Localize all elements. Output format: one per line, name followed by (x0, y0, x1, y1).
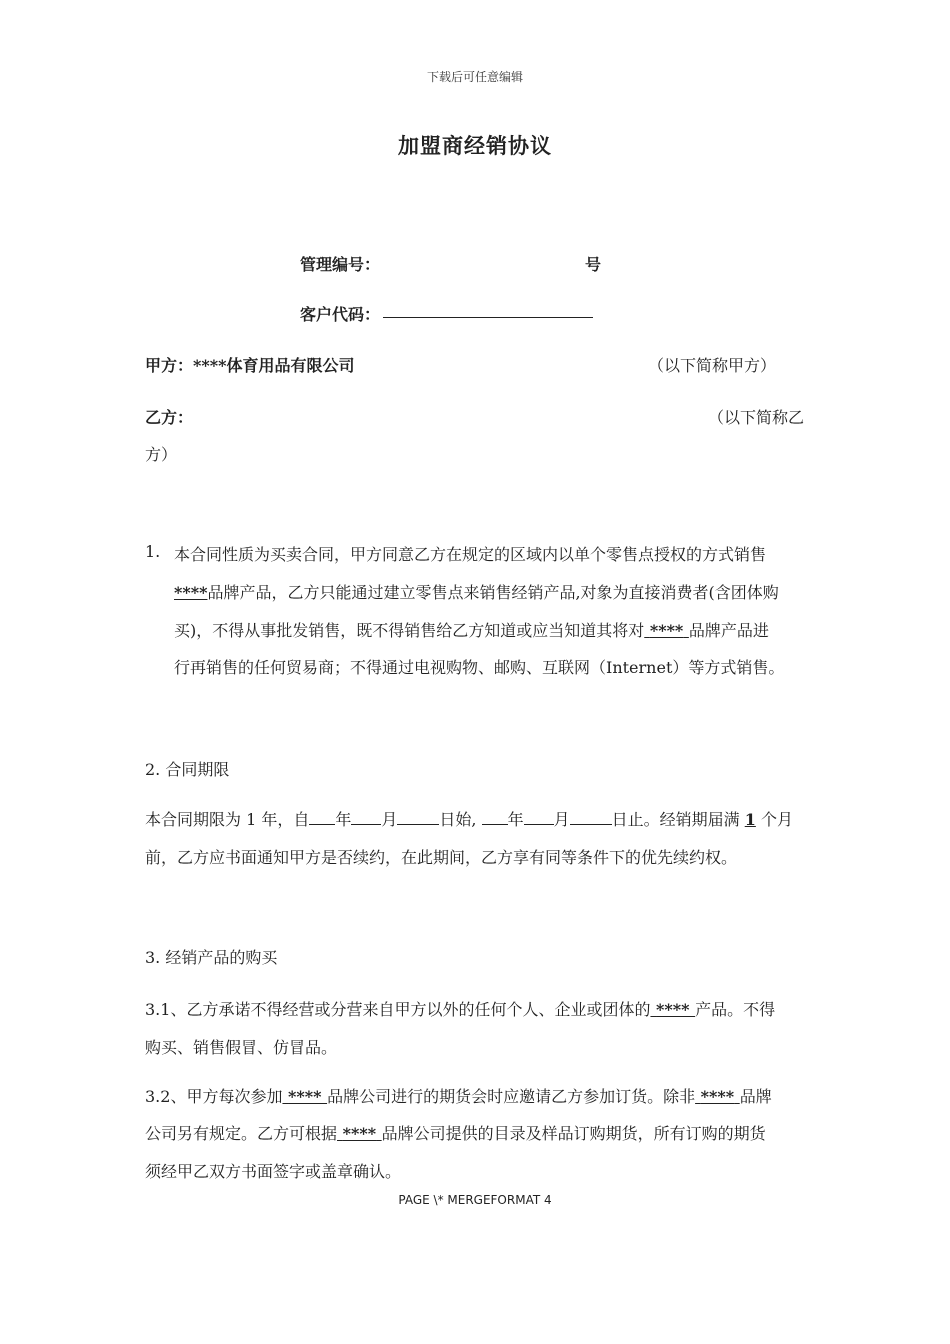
brand-placeholder: **** (342, 1124, 377, 1143)
brand-placeholder: **** (174, 583, 208, 602)
clause-3-1-line-1: 3.1、乙方承诺不得经营或分营来自甲方以外的任何个人、企业或团体的 **** 产品。不得 (145, 1000, 776, 1019)
section-1-number: 1. (145, 542, 161, 561)
section-3-heading: 3. 经销产品的购买 (145, 948, 278, 967)
brand-placeholder: **** (656, 1000, 690, 1019)
clause-3-2-line-2: 公司另有规定。乙方可根据 **** 品牌公司提供的目录及样品订购期货，所有订购的期货 (145, 1124, 766, 1143)
clause-3-2-line-1: 3.2、甲方每次参加 **** 品牌公司进行的期货会时应邀请乙方参加订货。除非 **** 品牌 (145, 1087, 772, 1106)
party-a-name: ****体育用品有限公司 (193, 356, 355, 375)
party-b-note: （以下简称乙 (708, 408, 805, 427)
management-number-suffix: 号 (585, 255, 602, 274)
customer-code-blank (383, 303, 593, 318)
section-2-line-2: 前，乙方应书面通知甲方是否续约，在此期间，乙方享有同等条件下的优先续约权。 (145, 848, 738, 867)
party-b-note-cont: 方） (145, 445, 178, 464)
header-note: 下载后可任意编辑 (426, 70, 523, 84)
document-title: 加盟商经销协议 (398, 133, 552, 158)
party-a-note: （以下简称甲方） (648, 356, 777, 375)
brand-placeholder: **** (288, 1087, 322, 1106)
section-1-line-2: ****品牌产品，乙方只能通过建立零售点来销售经销产品,对象为直接消费者(含团体购 (174, 583, 779, 602)
renewal-months: 1 (744, 810, 756, 829)
section-2-line-1: 本合同期限为 1 年，自 年 月 日始, 年 月 日止。经销期届满 1 个月 (145, 810, 793, 829)
management-number-label: 管理编号： (300, 255, 381, 274)
section-1-line-3: 买)，不得从事批发销售，既不得销售给乙方知道或应当知道其将对 **** 品牌产品进 (174, 621, 769, 640)
customer-code-label: 客户代码： (300, 305, 381, 324)
clause-3-2-line-3: 须经甲乙双方书面签字或盖章确认。 (145, 1162, 402, 1181)
party-a-line (145, 353, 355, 376)
section-1-line-1: 本合同性质为买卖合同，甲方同意乙方在规定的区域内以单个零售点授权的方式销售 (174, 545, 767, 564)
party-a-label: 甲方： (145, 356, 194, 375)
section-1-line-4: 行再销售的任何贸易商；不得通过电视购物、邮购、互联网（Internet）等方式销售。 (174, 658, 785, 677)
brand-placeholder: **** (649, 621, 684, 640)
party-b-label: 乙方： (145, 408, 194, 427)
clause-3-1-line-2: 购买、销售假冒、仿冒品。 (145, 1038, 338, 1057)
page-footer-field: PAGE \* MERGEFORMAT 4 (398, 1193, 552, 1207)
section-2-heading: 2. 合同期限 (145, 760, 230, 779)
brand-placeholder: **** (700, 1087, 735, 1106)
